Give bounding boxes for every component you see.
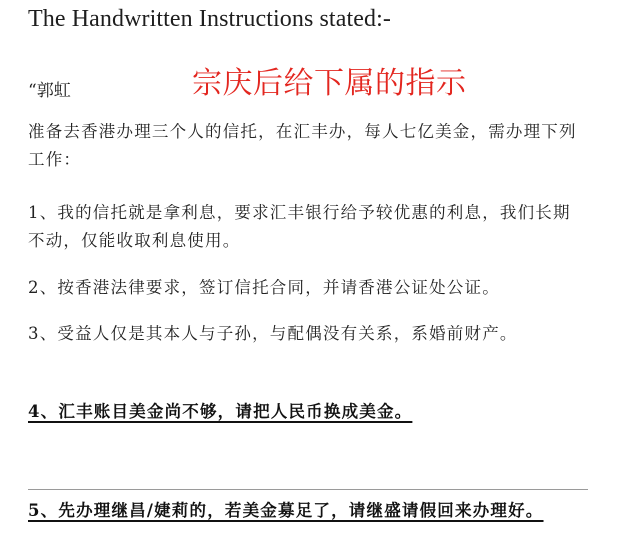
instruction-item-4-text: 4、汇丰账目美金尚不够，请把人民币换成美金。 (28, 402, 413, 421)
red-caption-overlay: 宗庆后给下属的指示 (192, 66, 467, 101)
instruction-item-3: 3、受益人仅是其本人与子孙，与配偶没有关系，系婚前财产。 (28, 324, 518, 343)
addressee-line: “郭虹 (28, 81, 71, 101)
intro-paragraph: 准备去香港办理三个人的信托，在汇丰办，每人七亿美金，需办理下列工作： (28, 122, 577, 169)
instruction-item-5 (28, 496, 588, 526)
instruction-item-1: 1、我的信托就是拿利息，要求汇丰银行给予较优惠的利息，我们长期不动，仅能收取利息使用。 (28, 203, 571, 250)
instruction-item-2: 2、按香港法律要求，签订信托合同，并请香港公证处公证。 (28, 278, 500, 297)
instruction-item-4 (28, 398, 588, 426)
document-heading: The Handwritten Instructions stated:- (28, 6, 391, 32)
page-divider (28, 489, 588, 490)
instruction-item-5-text: 5、先办理继昌/婕莉的，若美金募足了，请继盛请假回来办理好。 (28, 501, 544, 520)
